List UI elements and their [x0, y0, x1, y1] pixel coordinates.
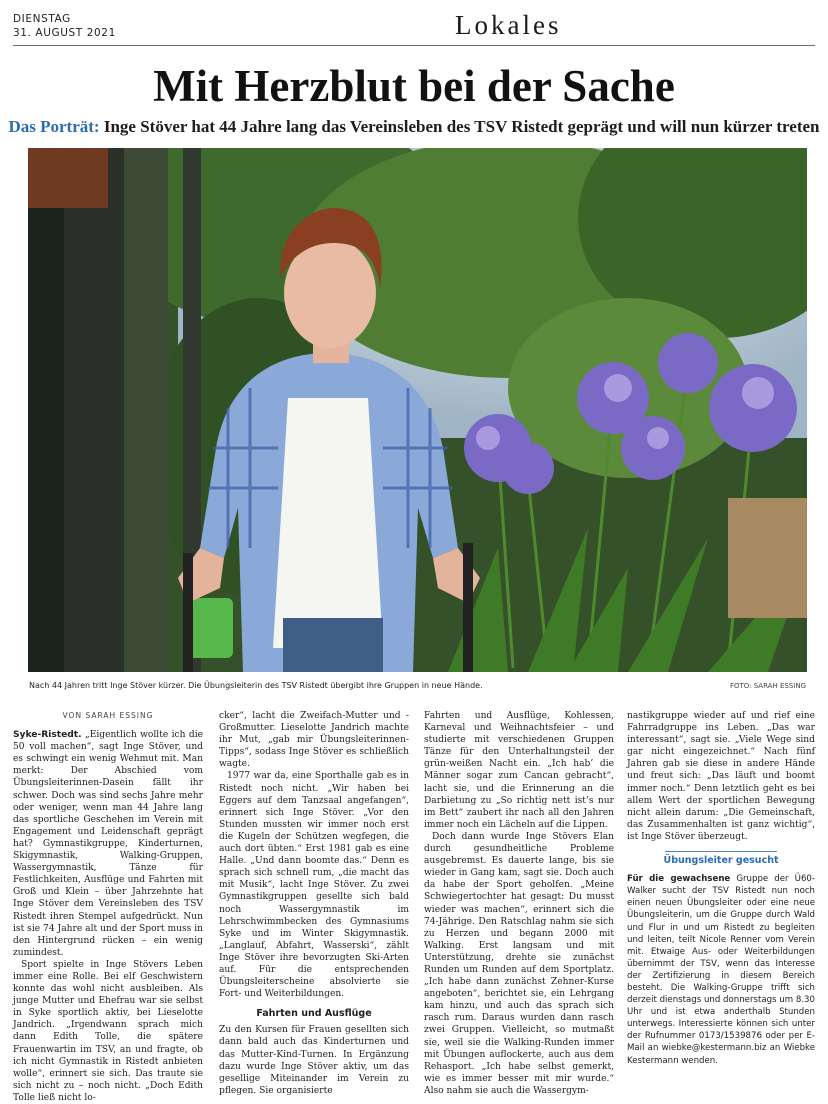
infobox-title: Übungsleiter gesucht	[663, 855, 779, 867]
infobox-text	[627, 873, 815, 1067]
paragraph: Zu den Kursen für Frauen gesellten sich dann bald auch das Kinderturnen und das Mutter-Kind-Turnen. In Ergänzung dazu wurde Inge Stöver aktiv, um das gesellige Miteinander im Verein zu pflegen. Sie organisierte	[219, 1025, 409, 1096]
weekday: DIENSTAG	[13, 13, 71, 25]
headline: Mit Herzblut bei der Sache	[153, 61, 675, 111]
article-column-1	[13, 710, 203, 1104]
date-line: 31. AUGUST 2021	[13, 27, 116, 39]
paragraph	[13, 729, 203, 959]
byline: VON SARAH ESSING	[62, 711, 154, 720]
photo-illustration	[28, 148, 807, 672]
subheadline	[0, 116, 828, 138]
photo-credit: FOTO: SARAH ESSING	[729, 682, 806, 690]
photo-caption: Nach 44 Jahren tritt Inge Stöver kürzer. Die Übungsleiterin des TSV Ristedt übergibt ihre Gruppen in neue Hände.	[29, 681, 483, 690]
infobox-rule	[665, 851, 777, 852]
section-title: Lokales	[455, 10, 562, 40]
paragraph-text: „Eigentlich wollte ich die 50 voll machen“, sagt Inge Stöver, und es schwingt ein wenig Wehmut mit. Man merkt: Der Abschied vom Übungsleiterinnen-Dasein fällt ihr schwer. Doch was sind sechs Jahre mehr oder weniger, wenn man 44 Jahre lang das sportliche Geschehen im Verein mit Engagement und Leidenschaft geprägt hat? Gymnastikgruppe, Kinderturnen, Skigymnastik, Walking-Gruppen, Wassergymnastik, Tänze für Festlichkeiten, Ausflüge und Fahrten mit Groß und Klein – über Jahrzehnte hat Inge Stöver dem Vereinsleben des TSV Ristedt ihren Stempel aufgedrückt. Nun ist sie 74 Jahre alt und der Sport muss in den Hintergrund rücken – ein wenig zumindest.	[13, 730, 203, 958]
paragraph: Doch dann wurde Inge Stövers Elan durch gesundheitliche Probleme ausgebremst. Es dauerte lange, bis sie wieder in Gang kam, sagt sie. Doch auch da habe der Sport geholfen. „Meine Schwiegertochter hat gesagt: Du musst wieder was machen“, erinnert sich die 74-Jährige. Den Ratschlag nahm sie sich zu Herzen und begann 2000 mit Walking. Erst langsam und mit Unterstützung, drehte sie zunächst Runden um Runden auf dem Sportplatz. „Ich habe dann zunächst Zehner-Kurse angeboten“, berichtet sie, ein Lehrgang kam hinzu, und auch das sprach sich rasch rum. Daraus wurden dann rasch zwei Gruppen. Vielleicht, so mutmaßt sie, weil sie die Walking-Runden immer mit Übungen auflockerte, auch aus dem Rehasport. „Ich habe selbst gemerkt, wie es immer besser mit mir wurde.“ Also nahm sie auch die Wassergym-	[424, 831, 614, 1096]
paragraph: nastikgruppe wieder auf und rief eine Fahrradgruppe ins Leben. „Das war interessant“, sagt sie. „Viele Wege sind gar nicht eingezeichnet.“ Nach fünf Jahren gab sie diese in andere Hände und freut sich: „Das läuft und boomt immer noch.“ Denn letztlich geht es bei allem Wert der sportlichen Bewegung nicht allein darum: „Die Gemeinschaft, das Zusammenhalten ist ganz wichtig“, ist Inge Stöver überzeugt.	[627, 711, 815, 842]
article-column-4	[627, 710, 815, 1067]
article-photo	[28, 148, 807, 672]
infobox-lead: Für die gewachsene	[627, 874, 731, 885]
header-rule	[13, 45, 815, 46]
paragraph: cker“, lacht die Zweifach-Mutter und -Großmutter. Lieselotte Jandrich machte ihr Mut, „gab mir Übungsleiterinnen-Tipps“, sodass Inge Stöver es schließlich wagte.	[219, 711, 409, 770]
article-column-3	[424, 710, 614, 1097]
issue-date	[13, 12, 116, 40]
dateline: Syke-Ristedt.	[13, 730, 82, 741]
paragraph: Sport spielte in Inge Stövers Leben immer eine Rolle. Bei elf Geschwistern konnte das wohl nicht ausbleiben. Als junge Mutter und Ehefrau war sie selbst in Syke sportlich aktiv, bei Lieselotte Jandrich. „Irgendwann sprach mich dann Edith Tolle, die spätere Frauenwartin im TSV, an und fragte, ob ich nicht Gymnastik in Ristedt anbieten wolle“, erinnert sie sich. Das traute sie sich nicht zu – noch nicht. „Doch Edith Tolle ließ nicht lo-	[13, 959, 203, 1103]
paragraph: Fahrten und Ausflüge, Kohlessen, Karneval und Weihnachtsfeier – und studierte mit verschiedenen Gruppen Tänze für den Unterhaltungsteil der grün-weißen Nacht ein. „Ich hab’ die Männer sogar zum Cancan gebracht“, lacht sie, und die Erinnerung an die Darbietung zu „So richtig nett ist’s nur im Bett“ zaubert ihr nach all den Jahren immer noch ein Lächeln auf die Lippen.	[424, 711, 614, 830]
subheadline-kicker: Das Porträt:	[8, 117, 100, 136]
subheadline-text: Inge Stöver hat 44 Jahre lang das Vereinsleben des TSV Ristedt geprägt und will nun kürzer treten	[99, 117, 820, 136]
infobox-body: Gruppe der Ü60-Walker sucht der TSV Ristedt nun noch einen neuen Übungsleiter oder eine neue Übungsleiterin, um die Gruppe durch Wald und Flur in und um Ristedt zu begleiten und leiten, teilt Nicole Renner vom Verein mit. Etwaige Aus- oder Weiterbildungen übernimmt der TSV, wenn das Interesse der Zertifizierung in diesem Bereich besteht. Die Walking-Gruppe trifft sich derzeit dienstags und donnerstags um 8.30 Uhr und ist etwa anderthalb Stunden unterwegs. Interessierte können sich unter der Rufnummer 0173/1539876 oder per E-Mail an wiebke@kestermann.biz an Wiebke Kestermann wenden.	[627, 874, 815, 1066]
intertitle: Fahrten und Ausflüge	[256, 1008, 372, 1020]
article-column-2	[219, 710, 409, 1097]
paragraph: 1977 war da, eine Sporthalle gab es in Ristedt noch nicht. „Wir haben bei Eggers auf dem Tanzsaal angefangen“, erinnert sich Inge Stöver. „Vor den Stunden mussten wir immer noch erst die Kugeln der Schützen wegfegen, die auch dort übten.“ Erst 1981 gab es eine Halle. „Und dann boomte das.“ Denn es sprach sich schnell rum, „die macht das mit Musik“, lacht Inge Stöver. Zu zwei Gymnastikgruppen gesellte sich bald noch Wassergymnastik im Lehrschwimmbecken des Gymnasiums Syke und im Winter Skigymnastik. „Langlauf, Abfahrt, Wasserski“, zählt Inge Stöver ihre bevorzugten Ski-Arten auf. Für die entsprechenden Übungsleiterscheine absolvierte sie Fort- und Weiterbildungen.	[219, 771, 409, 1000]
